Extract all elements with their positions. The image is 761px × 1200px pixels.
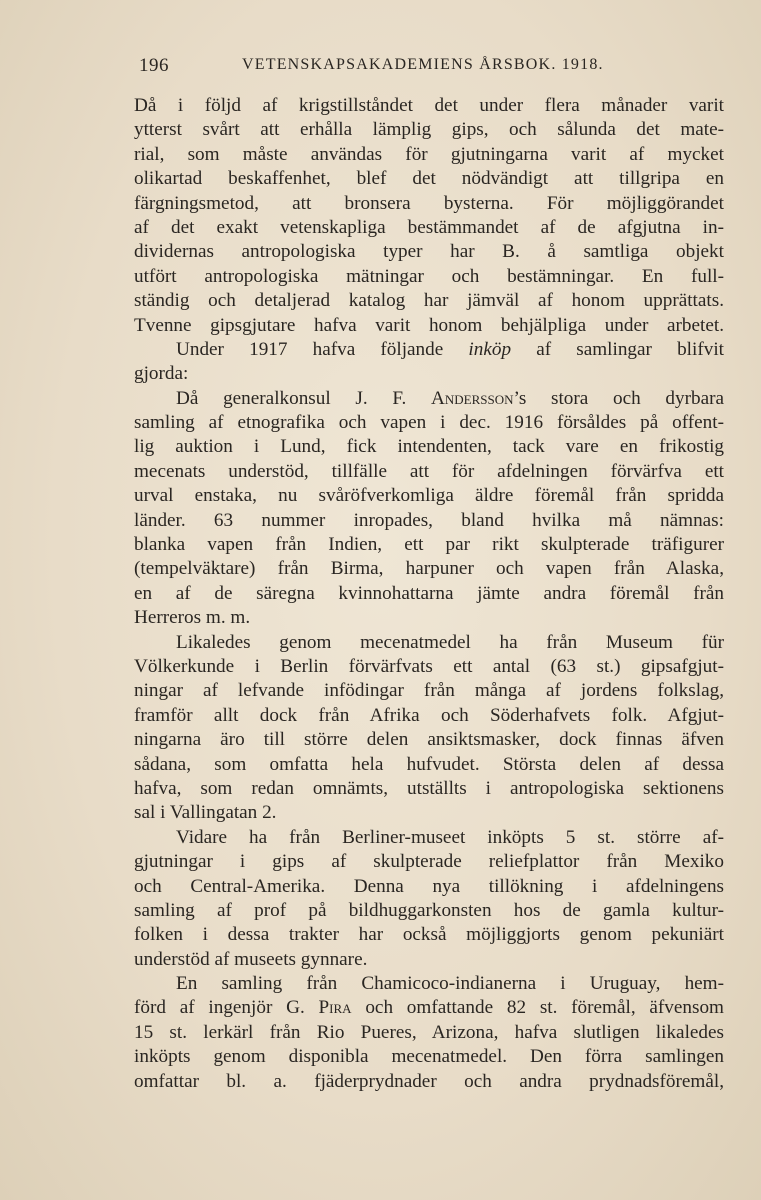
text-run: af samlingar blifvit [511, 338, 724, 360]
text-run: ’s stora och dyrbara [513, 387, 724, 409]
text-line: sådana, som omfatta hela hufvudet. Största delen af dessa [134, 753, 724, 775]
text-line: Vidare ha från Berliner-museet inköpts 5 st. större af- [176, 826, 724, 848]
text-line: Då i följd af krigstillståndet det under flera månader varit [134, 95, 724, 116]
text-line: framför allt dock från Afrika och Söderhafvets folk. Afgjut- [134, 704, 724, 726]
text-line [134, 387, 724, 411]
text-line: understöd af museets gynnare. [134, 948, 368, 970]
italic-term: inköp [468, 338, 512, 360]
text-line: Völkerkunde i Berlin förvärfvats ett antal (63 st.) gipsafgjut- [134, 655, 724, 677]
text-run: förd af ingenjör G. [134, 997, 319, 1019]
text-line: gjorda: [134, 363, 189, 385]
text-line: Likaledes genom mecenatmedel ha från Museum für [176, 631, 724, 653]
text-run: Under 1917 hafva följande [176, 338, 469, 360]
text-run: Då generalkonsul J. F. [176, 387, 432, 409]
text-line: lig auktion i Lund, fick intendenten, tack vare en frikostig [134, 436, 724, 458]
text-line: en af de säregna kvinnohattarna jämte andra föremål från [134, 582, 724, 604]
text-line: ningar af lefvande infödingar från många af jordens folkslag, [134, 680, 724, 702]
running-title: VETENSKAPSAKADEMIENS ÅRSBOK. 1918. [242, 56, 604, 73]
text-line: dividernas antropologiska typer har B. å samtliga objekt [134, 241, 724, 263]
text-line: (tempelväktare) från Birma, harpuner och vapen från Alaska, [134, 558, 724, 580]
text-line: Tvenne gipsgjutare hafva varit honom behjälpliga under arbetet. [134, 314, 724, 336]
text-line: 15 st. lerkärl från Rio Pueres, Arizona, hafva slutligen likaledes [134, 1021, 724, 1043]
person-name: Pira [318, 997, 352, 1019]
text-line: folken i dessa trakter har också möjliggjorts genom pekuniärt [134, 924, 724, 946]
person-name: Andersson [431, 387, 514, 409]
text-line: En samling från Chamicoco-indianerna i Uruguay, hem- [176, 973, 724, 995]
text-line: olikartad beskaffenhet, blef det nödvändigt att tillgripa en [134, 168, 724, 190]
text-run: och omfattande 82 st. föremål, äfvensom [351, 997, 724, 1019]
text-line: färgningsmetod, att bronsera bysterna. För möjliggörandet [134, 192, 724, 214]
text-line: Herreros m. m. [134, 607, 251, 629]
text-line: ytterst svårt att erhålla lämplig gips, och sålunda det mate- [134, 119, 724, 141]
text-line: af det exakt vetenskapliga bestämmandet af de afgjutna in- [134, 216, 724, 238]
page-number: 196 [139, 55, 169, 76]
text-line: gjutningar i gips af skulpterade reliefplattor från Mexiko [134, 851, 724, 873]
text-line: urval enstaka, nu svåröfverkomliga äldre föremål från spridda [134, 485, 724, 507]
text-line: och Central-Amerika. Denna nya tillökning i afdelningens [134, 875, 724, 897]
text-line: länder. 63 nummer inropades, bland hvilka må nämnas: [134, 509, 724, 531]
text-line: ningarna äro till större delen ansiktsmasker, dock finnas äfven [134, 729, 724, 751]
text-line: ständig och detaljerad katalog har jämväl af honom upprättats. [134, 290, 724, 312]
text-line: mecenats understöd, tillfälle att för afdelningen förvärfva ett [134, 460, 724, 482]
page-header [139, 55, 729, 85]
text-line: sal i Vallingatan 2. [134, 802, 277, 824]
text-line [134, 996, 724, 1020]
text-line: omfattar bl. a. fjäderprydnader och andra prydnadsföremål, [134, 1070, 724, 1092]
text-line: inköpts genom disponibla mecenatmedel. Den förra samlingen [134, 1046, 724, 1068]
text-line: samling af prof på bildhuggarkonsten hos de gamla kultur- [134, 899, 724, 921]
text-line: hafva, som redan omnämts, utställts i antropologiska sektionens [134, 777, 724, 799]
text-line: utfört antropologiska mätningar och bestämningar. En full- [134, 265, 724, 287]
text-line: samling af etnografika och vapen i dec. 1916 försåldes på offent- [134, 412, 724, 434]
text-line: rial, som måste användas för gjutningarna varit af mycket [134, 143, 724, 165]
text-line [134, 338, 724, 362]
text-line: blanka vapen från Indien, ett par rikt skulpterade träfigurer [134, 534, 724, 556]
body-text [134, 94, 724, 1094]
